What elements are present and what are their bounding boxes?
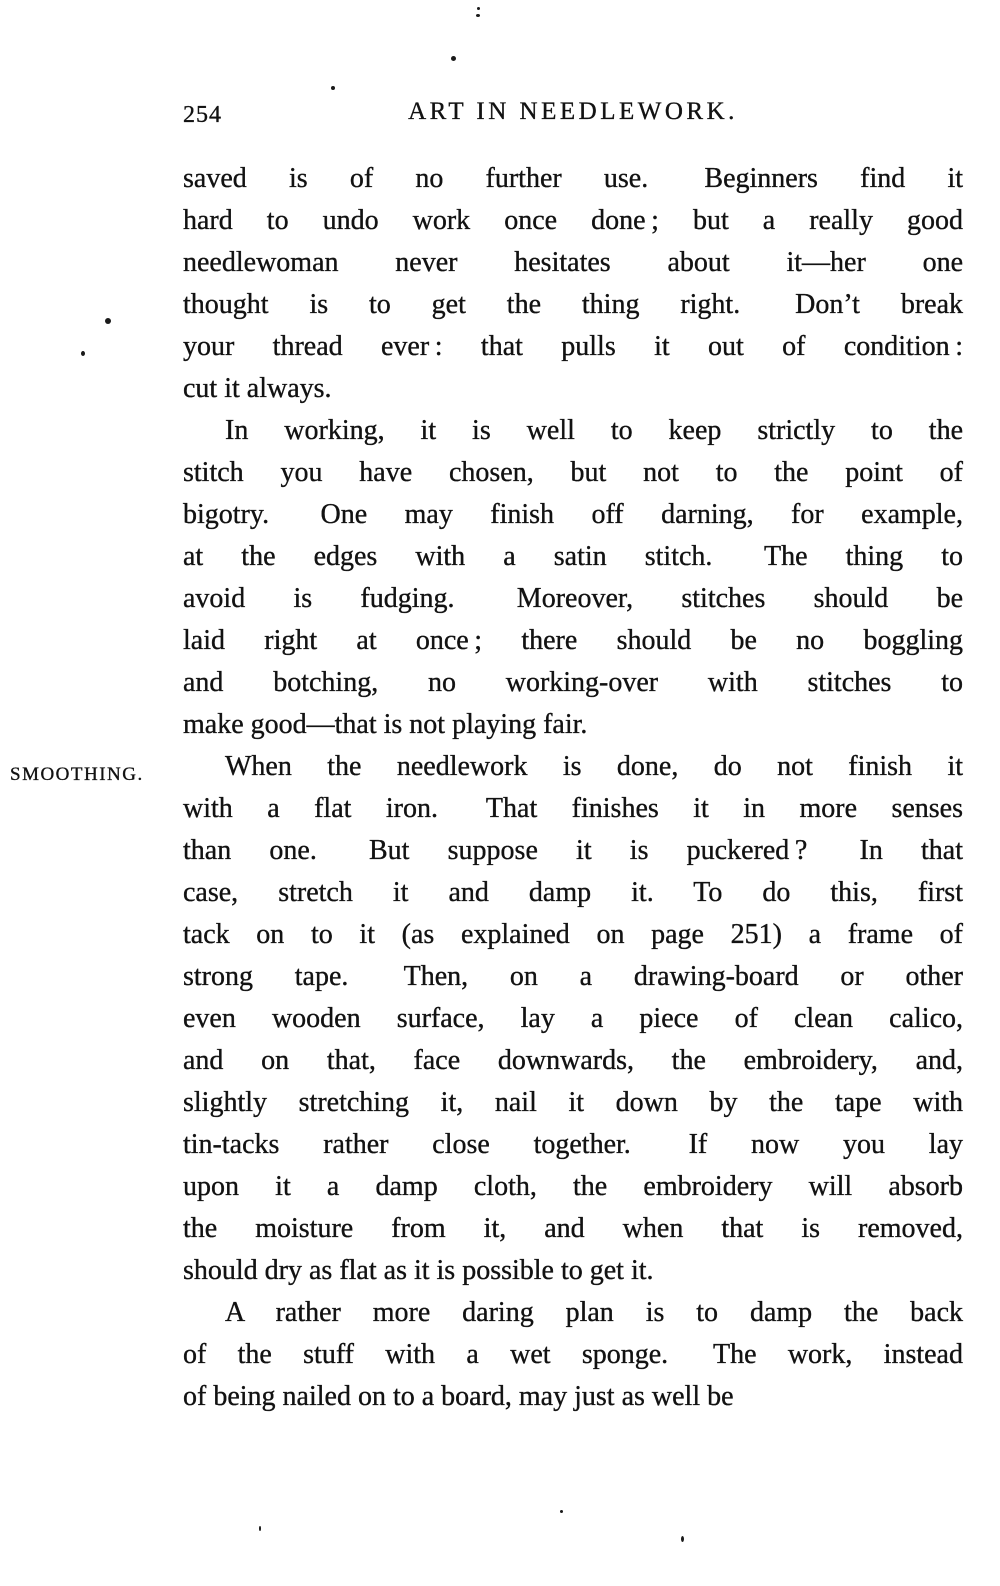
text-line: of being nailed on to a board, may just as well be bbox=[183, 1381, 734, 1412]
text-line: and botching, no working-over with stitches to bbox=[183, 667, 963, 698]
text-line: your thread ever : that pulls it out of condition : bbox=[183, 331, 963, 362]
text-line: the moisture from it, and when that is removed, bbox=[183, 1213, 963, 1244]
text-line: slightly stretching it, nail it down by the tape with bbox=[183, 1087, 963, 1118]
scan-speck bbox=[451, 56, 456, 61]
scan-speck bbox=[259, 1526, 261, 1531]
body-text-block bbox=[183, 158, 963, 1418]
text-line: A rather more daring plan is to damp the back bbox=[225, 1297, 963, 1328]
margin-note-smoothing: SMOOTHING. bbox=[10, 764, 144, 785]
text-line: of the stuff with a wet sponge. The work, instead bbox=[183, 1339, 963, 1370]
paragraph bbox=[183, 158, 963, 410]
text-line: even wooden surface, lay a piece of clean calico, bbox=[183, 1003, 963, 1034]
text-line: hard to undo work once done ; but a really good bbox=[183, 205, 963, 236]
text-line: cut it always. bbox=[183, 373, 332, 404]
running-title: ART IN NEEDLEWORK. bbox=[408, 98, 738, 125]
scan-speck bbox=[331, 86, 335, 90]
paragraph bbox=[183, 410, 963, 746]
scan-speck bbox=[560, 1510, 563, 1513]
scan-speck bbox=[477, 7, 480, 10]
text-line: strong tape. Then, on a drawing-board or other bbox=[183, 961, 963, 992]
text-line: avoid is fudging. Moreover, stitches should be bbox=[183, 583, 963, 614]
text-line: tack on to it (as explained on page 251) a frame of bbox=[183, 919, 963, 950]
text-line: make good—that is not playing fair. bbox=[183, 709, 588, 740]
page-number: 254 bbox=[183, 102, 222, 128]
scan-speck bbox=[681, 1536, 684, 1542]
text-line: should dry as flat as it is possible to get it. bbox=[183, 1255, 654, 1286]
text-line: at the edges with a satin stitch. The thing to bbox=[183, 541, 963, 572]
text-line: than one. But suppose it is puckered ? In that bbox=[183, 835, 963, 866]
paragraph bbox=[183, 746, 963, 1292]
text-line: laid right at once ; there should be no boggling bbox=[183, 625, 963, 656]
text-line: upon it a damp cloth, the embroidery will absorb bbox=[183, 1171, 963, 1202]
paragraph bbox=[183, 1292, 963, 1418]
text-line: with a flat iron. That finishes it in more senses bbox=[183, 793, 963, 824]
scan-speck bbox=[105, 318, 111, 324]
scan-speck bbox=[81, 351, 85, 356]
text-line: case, stretch it and damp it. To do this, first bbox=[183, 877, 963, 908]
text-line: thought is to get the thing right. Don’t break bbox=[183, 289, 963, 320]
text-line: and on that, face downwards, the embroidery, and, bbox=[183, 1045, 963, 1076]
text-line: saved is of no further use. Beginners find it bbox=[183, 163, 963, 194]
text-line: When the needlework is done, do not finish it bbox=[225, 751, 963, 782]
page-header bbox=[183, 98, 963, 134]
text-line: bigotry. One may finish off darning, for example, bbox=[183, 499, 963, 530]
scan-speck bbox=[476, 14, 480, 17]
text-line: stitch you have chosen, but not to the point of bbox=[183, 457, 963, 488]
text-line: needlewoman never hesitates about it—her one bbox=[183, 247, 963, 278]
text-line: In working, it is well to keep strictly to the bbox=[225, 415, 963, 446]
text-line: tin-tacks rather close together. If now you lay bbox=[183, 1129, 963, 1160]
